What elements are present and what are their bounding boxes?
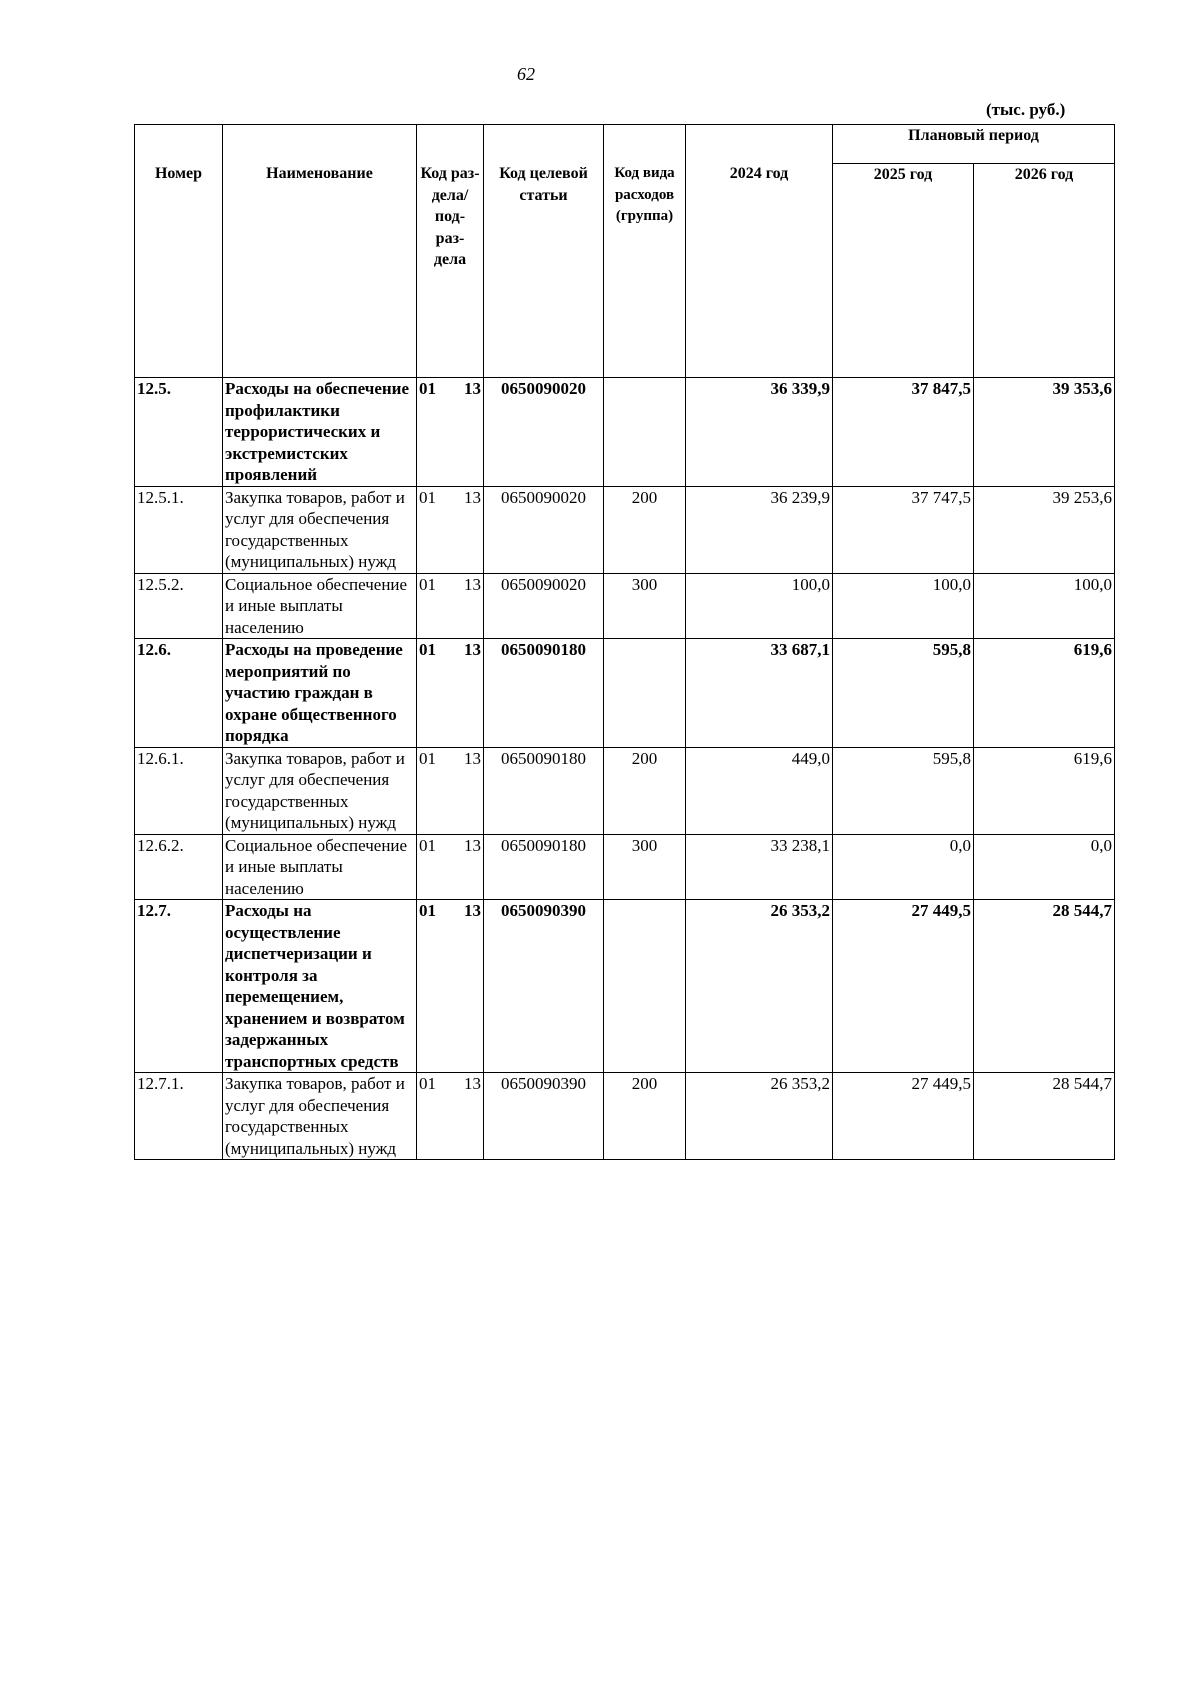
cell-expense-type [604,378,686,487]
header-expense-type: Код вида расходов (группа) [604,125,686,378]
table-row [135,834,1115,900]
cell-expense-type: 200 [604,486,686,573]
table-row [135,900,1115,1073]
cell-expense-type: 200 [604,1073,686,1160]
cell-expense-type: 300 [604,834,686,900]
cell-section-code [417,900,484,1073]
table-row [135,1073,1115,1160]
table-row [135,378,1115,487]
cell-2024: 449,0 [686,747,833,834]
cell-name: Расходы на проведение мероприятий по участию граждан в охране общественного порядка [223,639,417,748]
page-number: 62 [517,64,535,84]
cell-2025: 27 449,5 [833,1073,974,1160]
cell-target-code: 0650090180 [484,747,604,834]
cell-expense-type: 200 [604,747,686,834]
cell-number: 12.6. [135,639,223,748]
cell-section-code [417,486,484,573]
header-section-code: Код раз- дела/ под- раз- дела [417,125,484,378]
cell-target-code: 0650090180 [484,639,604,748]
table-row [135,747,1115,834]
section-code: 01 [419,379,436,398]
cell-section-code [417,1073,484,1160]
cell-target-code: 0650090020 [484,573,604,639]
cell-number: 12.5. [135,378,223,487]
cell-2024: 33 687,1 [686,639,833,748]
cell-2025: 0,0 [833,834,974,900]
cell-2025: 27 449,5 [833,900,974,1073]
table-header [135,125,1115,378]
cell-2026: 0,0 [974,834,1115,900]
cell-target-code: 0650090180 [484,834,604,900]
cell-2025: 595,8 [833,747,974,834]
cell-name: Закупка товаров, работ и услуг для обеспечения государственных (муниципальных) нужд [223,486,417,573]
cell-2026: 28 544,7 [974,1073,1115,1160]
cell-section-code [417,834,484,900]
subsection-code: 13 [464,1074,481,1093]
cell-name: Расходы на обеспечение профилактики террористических и экстремистских проявлений [223,378,417,487]
cell-2024: 36 239,9 [686,486,833,573]
header-number: Номер [135,125,223,378]
cell-2024: 26 353,2 [686,1073,833,1160]
cell-2026: 39 353,6 [974,378,1115,487]
cell-2024: 36 339,9 [686,378,833,487]
cell-name: Закупка товаров, работ и услуг для обеспечения государственных (муниципальных) нужд [223,747,417,834]
cell-target-code: 0650090390 [484,1073,604,1160]
table-row [135,639,1115,748]
cell-2026: 619,6 [974,747,1115,834]
cell-number: 12.6.2. [135,834,223,900]
units-label: (тыс. руб.) [986,100,1066,119]
cell-2025: 37 747,5 [833,486,974,573]
subsection-code: 13 [464,379,481,398]
section-code: 01 [419,901,436,920]
section-code: 01 [419,574,436,594]
cell-2025: 595,8 [833,639,974,748]
section-code: 01 [419,640,436,659]
cell-name: Расходы на осуществление диспетчеризации и контроля за перемещением, хранением и возвратом задержанных транспортных средств [223,900,417,1073]
cell-2025: 100,0 [833,573,974,639]
cell-2026: 39 253,6 [974,486,1115,573]
section-code: 01 [419,835,436,855]
cell-section-code [417,639,484,748]
cell-2024: 100,0 [686,573,833,639]
cell-target-code: 0650090390 [484,900,604,1073]
subsection-code: 13 [464,640,481,659]
header-2026: 2026 год [974,164,1115,378]
budget-table [134,124,1115,1160]
header-2025: 2025 год [833,164,974,378]
subsection-code: 13 [464,487,481,507]
header-planned-period: Плановый период [833,125,1115,164]
cell-section-code [417,747,484,834]
table-row [135,573,1115,639]
header-name: Наименование [223,125,417,378]
cell-name: Социальное обеспечение и иные выплаты населению [223,834,417,900]
cell-2026: 28 544,7 [974,900,1115,1073]
subsection-code: 13 [464,835,481,855]
cell-target-code: 0650090020 [484,378,604,487]
cell-number: 12.5.2. [135,573,223,639]
cell-number: 12.6.1. [135,747,223,834]
cell-2024: 26 353,2 [686,900,833,1073]
cell-section-code [417,378,484,487]
section-code: 01 [419,487,436,507]
cell-number: 12.7.1. [135,1073,223,1160]
subsection-code: 13 [464,574,481,594]
cell-name: Закупка товаров, работ и услуг для обеспечения государственных (муниципальных) нужд [223,1073,417,1160]
cell-name: Социальное обеспечение и иные выплаты населению [223,573,417,639]
cell-2025: 37 847,5 [833,378,974,487]
section-code: 01 [419,748,436,768]
cell-expense-type [604,900,686,1073]
cell-target-code: 0650090020 [484,486,604,573]
cell-number: 12.5.1. [135,486,223,573]
cell-expense-type [604,639,686,748]
cell-section-code [417,573,484,639]
section-code: 01 [419,1074,436,1093]
subsection-code: 13 [464,901,481,920]
cell-expense-type: 300 [604,573,686,639]
table-body [135,378,1115,1160]
header-2024: 2024 год [686,125,833,378]
cell-number: 12.7. [135,900,223,1073]
subsection-code: 13 [464,748,481,768]
cell-2024: 33 238,1 [686,834,833,900]
header-target-code: Код целевой статьи [484,125,604,378]
table-row [135,486,1115,573]
cell-2026: 619,6 [974,639,1115,748]
cell-2026: 100,0 [974,573,1115,639]
